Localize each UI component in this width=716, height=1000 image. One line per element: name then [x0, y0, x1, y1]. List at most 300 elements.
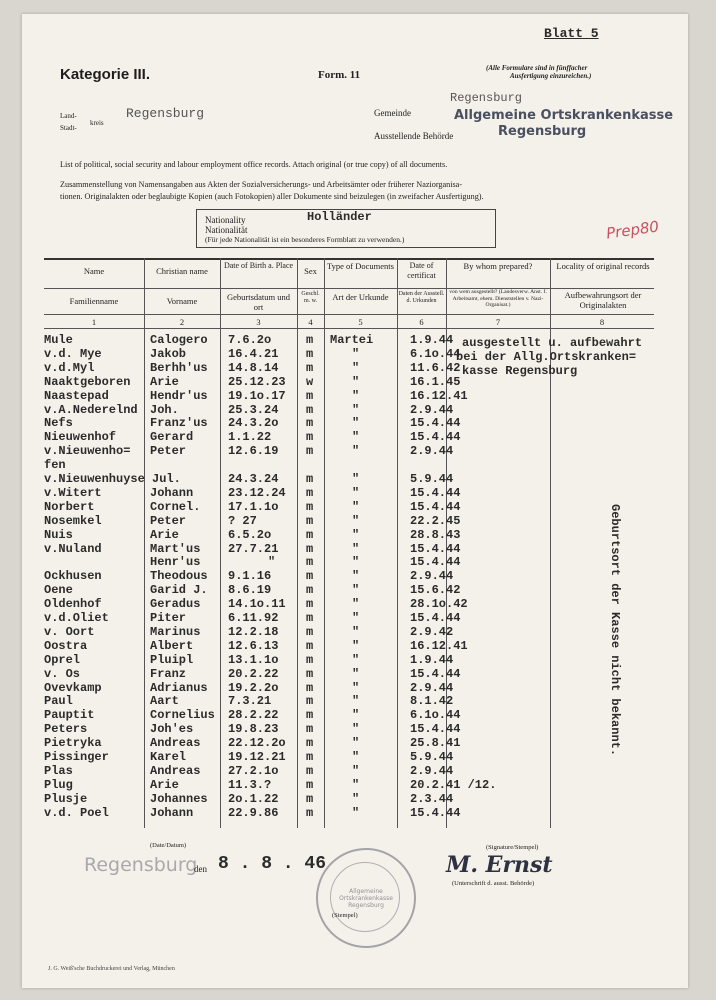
cell-sex: m	[306, 569, 314, 584]
cell-sex: m	[306, 416, 314, 431]
col-header-name-de: Familienname	[69, 296, 119, 306]
cell-birth-date: 12.2.18	[228, 624, 279, 639]
cell-sex: m	[306, 791, 314, 806]
table-row	[22, 417, 688, 431]
cell-certificate-date: 22.2.45	[410, 513, 461, 528]
table-row	[22, 654, 688, 668]
cell-birth-date: 19.1o.17	[228, 388, 286, 403]
cell-sex: m	[306, 736, 314, 751]
cell-christian-name: Calogero	[150, 333, 208, 347]
cell-birth-date: 2o.1.22	[228, 791, 279, 806]
cell-birth-date: "	[268, 555, 276, 570]
cell-birth-date: 7.3.21	[228, 694, 272, 709]
cell-birth-date: 25.3.24	[228, 402, 279, 417]
cell-family-name: v.Nuland	[44, 541, 102, 556]
cell-christian-name: Joh.	[150, 402, 179, 417]
cell-sex: m	[306, 624, 314, 639]
red-pencil-mark: Prep80	[605, 217, 661, 243]
cell-christian-name: Johannes	[150, 791, 208, 806]
cell-sex: m	[306, 360, 314, 375]
cell-certificate-date: 5.9.44	[410, 750, 454, 764]
kreis-label: kreis	[90, 119, 104, 127]
cell-certificate-date: 11.6.42	[410, 360, 461, 375]
cell-document-type: "	[352, 444, 360, 459]
table-row	[22, 390, 688, 404]
nationality-note: (Für jede Nationalität ist ein besonderes Formblatt zu verwenden.)	[205, 235, 405, 244]
nationality-label-de: Nationalität	[205, 225, 248, 235]
records-table	[22, 14, 688, 854]
cell-certificate-date: 2.9.44	[410, 444, 454, 459]
table-row	[22, 779, 688, 793]
cell-birth-date: 23.12.24	[228, 485, 286, 500]
nationality-label: Nationality	[205, 215, 246, 225]
cell-certificate-date: 2.9.44	[410, 763, 454, 778]
cell-family-name: Naastepad	[44, 388, 109, 403]
cell-birth-date: 25.12.23	[228, 374, 286, 389]
cell-christian-name: Berhh'us	[150, 360, 208, 375]
cell-family-name: v. Oort	[44, 624, 95, 639]
col-number: 7	[495, 317, 501, 327]
den-label: den	[194, 864, 207, 874]
table-row	[22, 598, 688, 612]
table-row	[22, 765, 688, 779]
sheet-number: Blatt 5	[544, 26, 599, 41]
cell-birth-date: 19.12.21	[228, 750, 286, 764]
cell-sex: m	[306, 499, 314, 514]
instruction-german-2: tionen. Originalakten oder beglaubigte Kopien (auch Fotokopien) aller Dokumente sind beizulegen (in zweifacher Ausfertigung).	[60, 192, 484, 201]
table-row	[22, 751, 688, 765]
cell-document-type: "	[352, 416, 360, 431]
table-row	[22, 695, 688, 709]
cell-christian-name: Henr'us	[150, 555, 201, 570]
table-row	[22, 404, 688, 418]
cell-christian-name: Geradus	[150, 597, 201, 612]
stamp-label: (Stempel)	[332, 912, 358, 919]
cell-christian-name: Pluipl	[150, 652, 194, 667]
cell-christian-name: Karel	[150, 750, 187, 764]
table-row	[22, 473, 688, 487]
cell-certificate-date: 15.4.44	[410, 430, 461, 445]
cell-family-name: Ovevkamp	[44, 680, 102, 695]
table-row	[22, 376, 688, 390]
cell-sex: m	[306, 541, 314, 556]
cell-birth-date: 7.6.2o	[228, 333, 272, 347]
col-number: 2	[179, 317, 185, 327]
cell-birth-date: 28.2.22	[228, 708, 279, 723]
cell-family-name: v.d. Poel	[44, 805, 109, 820]
cell-christian-name: Andreas	[150, 763, 201, 778]
cell-sex: m	[306, 750, 314, 764]
cell-birth-date: 13.1.1o	[228, 652, 279, 667]
col-header-name: Name	[83, 266, 105, 276]
cell-family-name: Peters	[44, 722, 88, 737]
table-row	[22, 584, 688, 598]
gemeinde-value: Regensburg	[450, 91, 523, 105]
cell-certificate-date: 8.1.42	[410, 694, 454, 709]
cell-document-type: "	[352, 360, 360, 375]
cell-family-name: v.Nieuwenhuyse Jul.	[44, 472, 181, 486]
cell-christian-name: Theodous	[150, 569, 208, 584]
cell-birth-date: ? 27	[228, 513, 257, 528]
cell-sex: m	[306, 680, 314, 695]
cell-christian-name: Cornel.	[150, 499, 201, 514]
cell-document-type: "	[352, 666, 360, 681]
col-number: 1	[91, 317, 97, 327]
cell-document-type: "	[352, 597, 360, 612]
side-note-vertical: Geburtsort der Kasse nicht bekannt.	[608, 504, 622, 757]
form-note-2: Ausfertigung einzureichen.)	[510, 72, 592, 80]
cell-family-name: v.d.Oliet	[44, 611, 109, 625]
cell-christian-name: Piter	[150, 611, 187, 625]
instruction-english: List of political, social security and labour employment office records. Attach original (or true copy) of all documents.	[60, 160, 448, 169]
table-row	[22, 793, 688, 807]
cell-christian-name: Franz	[150, 666, 187, 681]
cell-christian-name: Arie	[150, 527, 179, 542]
cell-christian-name: Garid J.	[150, 583, 208, 598]
cell-family-name: v.Nieuwenho=	[44, 444, 131, 459]
official-round-stamp	[316, 848, 416, 948]
cell-document-type: "	[352, 541, 360, 556]
cell-christian-name: Johann	[150, 485, 194, 500]
cell-birth-date: 1.1.22	[228, 430, 272, 445]
cell-family-name: v. Os	[44, 666, 81, 681]
prepared-by-line-2: bei der Allg.Ortskranken=	[456, 350, 637, 364]
cell-christian-name: Arie	[150, 374, 179, 389]
cell-christian-name: Cornelius	[150, 708, 215, 723]
cell-document-type: "	[352, 527, 360, 542]
cell-document-type: "	[352, 750, 360, 764]
col-header-documents: Type of Documents	[327, 261, 394, 271]
cell-sex: w	[306, 374, 314, 389]
cell-sex: m	[306, 638, 314, 653]
cell-document-type: "	[352, 402, 360, 417]
cell-certificate-date: 15.6.42	[410, 583, 461, 598]
cell-certificate-date: 15.4.44	[410, 499, 461, 514]
cell-family-name: Oene	[44, 583, 73, 598]
cell-birth-date: 24.3.2o	[228, 416, 279, 431]
cell-sex: m	[306, 402, 314, 417]
col-number: 4	[308, 317, 313, 327]
cell-document-type: "	[352, 513, 360, 528]
cell-certificate-date: 15.4.44	[410, 666, 461, 681]
cell-sex: m	[306, 430, 314, 445]
cell-christian-name: Franz'us	[150, 416, 208, 431]
date-label: (Date/Datum)	[150, 842, 187, 849]
table-row	[22, 459, 688, 473]
cell-birth-date: 8.6.19	[228, 583, 272, 598]
cell-sex: m	[306, 722, 314, 737]
table-body	[22, 334, 688, 834]
signature-label: (Signature/Stempel)	[486, 844, 539, 851]
cell-sex: m	[306, 611, 314, 625]
category-title: Kategorie III.	[60, 66, 151, 83]
cell-certificate-date: 16.1.45	[410, 374, 461, 389]
cell-certificate-date: 6.1o.44	[410, 708, 461, 723]
col-number: 8	[599, 317, 605, 327]
cell-christian-name: Andreas	[150, 736, 201, 751]
table-row	[22, 709, 688, 723]
col-header-geschl: Geschl. m. w.	[301, 291, 320, 304]
cell-certificate-date: 15.4.44	[410, 541, 461, 556]
cell-certificate-date: 15.4.44	[410, 722, 461, 737]
cell-family-name: Nosemkel	[44, 513, 102, 528]
col-number: 5	[358, 317, 363, 327]
cell-family-name: Pauptit	[44, 708, 95, 723]
table-row	[22, 612, 688, 626]
cell-sex: m	[306, 597, 314, 612]
behoerde-label: Ausstellende Behörde	[374, 131, 454, 141]
col-header-urkunde: Art der Urkunde	[332, 292, 389, 302]
cell-birth-date: 17.1.1o	[228, 499, 279, 514]
col-header-ausgestellt: von wem ausgestellt? (Landesverw. Anst. f. Arbeitsamt, ehem. Dienststellen v. Nazi-Organisat.)	[449, 289, 547, 308]
cell-sex: m	[306, 763, 314, 778]
cell-christian-name: Hendr'us	[150, 388, 208, 403]
col-header-christian-name: Christian name	[156, 266, 208, 276]
cell-sex: m	[306, 583, 314, 598]
behoerde-stamp-line-2: Regensburg	[498, 124, 587, 139]
table-row	[22, 570, 688, 584]
cell-birth-date: 22.9.86	[228, 805, 279, 820]
table-header-divider-2	[44, 314, 654, 315]
cell-christian-name: Mart'us	[150, 541, 201, 556]
col-header-aufbewahrung: Aufbewahrungsort der Originalakten	[564, 290, 642, 310]
cell-document-type: "	[352, 388, 360, 403]
col-header-birth: Date of Birth a. Place	[223, 261, 294, 270]
cell-certificate-date: 28.1o.42	[410, 597, 468, 612]
cell-sex: m	[306, 485, 314, 500]
table-row	[22, 543, 688, 557]
cell-sex: m	[306, 333, 314, 347]
land-label: Land-	[60, 112, 77, 120]
cell-christian-name: Aart	[150, 694, 179, 709]
table-header-divider	[44, 288, 654, 289]
prepared-by-line-1: ausgestellt u. aufbewahrt	[462, 336, 643, 350]
cell-document-type: "	[352, 611, 360, 625]
cell-certificate-date: 2.3.44	[410, 791, 454, 806]
cell-document-type: "	[352, 777, 360, 792]
cell-birth-date: 12.6.19	[228, 444, 279, 459]
cell-birth-date: 6.5.2o	[228, 527, 272, 542]
cell-sex: m	[306, 694, 314, 709]
cell-sex: m	[306, 527, 314, 542]
cell-birth-date: 22.12.2o	[228, 736, 286, 751]
cell-certificate-date: 2.9.42	[410, 624, 454, 639]
cell-christian-name: Marinus	[150, 624, 201, 639]
cell-certificate-date: 15.4.44	[410, 555, 461, 570]
col-number: 6	[419, 317, 424, 327]
table-row	[22, 807, 688, 821]
cell-family-name: v.Witert	[44, 485, 102, 500]
cell-document-type: "	[352, 652, 360, 667]
cell-document-type: "	[352, 722, 360, 737]
table-row	[22, 640, 688, 654]
table-row	[22, 501, 688, 515]
cell-family-name: Plug	[44, 777, 73, 792]
cell-document-type: "	[352, 569, 360, 584]
cell-document-type: "	[352, 680, 360, 695]
cell-family-name: Norbert	[44, 499, 95, 514]
stamp-text: Allgemeine Ortskrankenkasse Regensburg	[339, 888, 393, 909]
cell-document-type: "	[352, 499, 360, 514]
cell-certificate-date: 16.12.41	[410, 388, 468, 403]
cell-certificate-date: 16.12.41	[410, 638, 468, 653]
cell-certificate-date: 6.1o.44	[410, 346, 461, 361]
cell-certificate-date: 5.9.44	[410, 472, 454, 486]
cell-document-type: Martei	[330, 333, 374, 347]
cell-family-name: Oldenhof	[44, 597, 102, 612]
cell-family-name: Plusje	[44, 791, 88, 806]
signature: M. Ernst	[446, 852, 553, 878]
table-row	[22, 737, 688, 751]
cell-christian-name: Johann	[150, 805, 194, 820]
cell-document-type: "	[352, 430, 360, 445]
table-row	[22, 431, 688, 445]
prepared-by-line-3: kasse Regensburg	[462, 364, 578, 378]
cell-family-name: Pietryka	[44, 736, 102, 751]
col-header-certificate-date: Date of certificat	[407, 261, 436, 280]
cell-family-name: Ockhusen	[44, 569, 102, 584]
cell-document-type: "	[352, 638, 360, 653]
cell-certificate-date: 15.4.44	[410, 805, 461, 820]
signature-sub-label: (Unterschrift d. ausst. Behörde)	[452, 880, 535, 887]
kreis-value: Regensburg	[126, 106, 205, 121]
cell-birth-date: 11.3.?	[228, 777, 272, 792]
cell-certificate-date: 15.4.44	[410, 416, 461, 431]
cell-family-name: Nuis	[44, 527, 73, 542]
cell-sex: m	[306, 805, 314, 820]
cell-document-type: "	[352, 763, 360, 778]
cell-certificate-date: 25.8.41	[410, 736, 461, 751]
cell-family-name: Oostra	[44, 638, 88, 653]
cell-sex: m	[306, 472, 314, 486]
instruction-german-1: Zusammenstellung von Namensangaben aus Akten der Sozialversicherungs- und Arbeitsämter oder früherer Naziorganisa-	[60, 180, 463, 189]
cell-document-type: "	[352, 555, 360, 570]
cell-sex: m	[306, 777, 314, 792]
cell-sex: m	[306, 666, 314, 681]
table-row	[22, 668, 688, 682]
cell-christian-name: Albert	[150, 638, 194, 653]
cell-document-type: "	[352, 694, 360, 709]
cell-birth-date: 14.8.14	[228, 360, 279, 375]
cell-family-name: Plas	[44, 763, 73, 778]
col-header-birth-de: Geburtsdatum und ort	[226, 292, 291, 312]
cell-document-type: "	[352, 346, 360, 361]
place-stamp: Regensburg	[84, 854, 198, 876]
cell-family-name: v.A.Nederelnd	[44, 402, 138, 417]
cell-christian-name: Peter	[150, 444, 187, 459]
col-header-locality: Locality of original records	[556, 261, 650, 271]
table-row	[22, 682, 688, 696]
cell-family-name: Pissinger	[44, 750, 109, 764]
cell-document-type: "	[352, 485, 360, 500]
cell-christian-name: Peter	[150, 513, 187, 528]
cell-family-name: v.d. Mye	[44, 346, 102, 361]
cell-birth-date: 19.8.23	[228, 722, 279, 737]
cell-sex: m	[306, 555, 314, 570]
cell-document-type: "	[352, 583, 360, 598]
table-row	[22, 487, 688, 501]
stadt-label: Stadt-	[60, 124, 77, 132]
cell-family-name: Naaktgeboren	[44, 374, 131, 389]
cell-document-type: "	[352, 791, 360, 806]
cell-certificate-date: 2.9.44	[410, 680, 454, 695]
cell-family-name: Paul	[44, 694, 73, 709]
cell-sex: m	[306, 444, 314, 459]
cell-birth-date: 27.2.1o	[228, 763, 279, 778]
cell-certificate-date: 1.9.44	[410, 333, 454, 347]
document-date: 8 . 8 . 46	[218, 854, 327, 874]
cell-birth-date: 9.1.16	[228, 569, 272, 584]
col-header-sex: Sex	[304, 266, 317, 276]
form-number: Form. 11	[318, 69, 361, 81]
col-number: 3	[256, 317, 261, 327]
cell-family-name: Nefs	[44, 416, 73, 431]
cell-certificate-date: 28.8.43	[410, 527, 461, 542]
table-row	[22, 529, 688, 543]
cell-family-name: Oprel	[44, 652, 81, 667]
table-row	[22, 556, 688, 570]
cell-christian-name: Arie	[150, 777, 179, 792]
cell-christian-name: Gerard	[150, 430, 194, 445]
table-row	[22, 445, 688, 459]
table-row	[22, 723, 688, 737]
cell-certificate-date: 20.2.41 /12.	[410, 777, 497, 792]
cell-family-name: Mule	[44, 333, 73, 347]
document-page	[22, 14, 688, 988]
cell-christian-name: Adrianus	[150, 680, 208, 695]
cell-document-type: "	[352, 736, 360, 751]
cell-document-type: "	[352, 374, 360, 389]
form-note-1: (Alle Formulare sind in fünffacher	[486, 64, 588, 72]
cell-certificate-date: 15.4.44	[410, 611, 461, 625]
cell-birth-date: 16.4.21	[228, 346, 279, 361]
cell-christian-name: Jakob	[150, 346, 187, 361]
col-header-vorname: Vorname	[166, 296, 198, 306]
gemeinde-label: Gemeinde	[374, 108, 411, 118]
cell-certificate-date: 2.9.44	[410, 402, 454, 417]
cell-birth-date: 12.6.13	[228, 638, 279, 653]
table-row	[22, 626, 688, 640]
cell-birth-date: 14.1o.11	[228, 597, 286, 612]
table-top-border	[44, 258, 654, 260]
cell-document-type: "	[352, 472, 360, 486]
behoerde-stamp-line-1: Allgemeine Ortskrankenkasse	[454, 108, 674, 123]
table-header-bottom	[44, 328, 654, 329]
cell-family-name: Nieuwenhof	[44, 430, 117, 445]
table-row	[22, 515, 688, 529]
cell-birth-date: 24.3.24	[228, 472, 279, 486]
cell-sex: m	[306, 388, 314, 403]
cell-certificate-date: 15.4.44	[410, 485, 461, 500]
printer-imprint: J. G. Weiß'sche Buchdruckerei und Verlag, München	[48, 966, 175, 972]
cell-document-type: "	[352, 624, 360, 639]
cell-document-type: "	[352, 805, 360, 820]
cell-document-type: "	[352, 708, 360, 723]
cell-certificate-date: 2.9.44	[410, 569, 454, 584]
cell-family-name: fen	[44, 458, 66, 473]
cell-family-name: v.d.Myl	[44, 360, 95, 375]
cell-sex: m	[306, 708, 314, 723]
cell-birth-date: 20.2.22	[228, 666, 279, 681]
cell-christian-name: Joh'es	[150, 722, 194, 737]
cell-sex: m	[306, 652, 314, 667]
cell-birth-date: 19.2.2o	[228, 680, 279, 695]
nationality-value: Holländer	[307, 210, 372, 224]
cell-certificate-date: 1.9.44	[410, 652, 454, 667]
col-header-ausstellung: Daten der Ausstell. d. Urkunden	[398, 291, 445, 304]
cell-birth-date: 6.11.92	[228, 611, 279, 625]
cell-sex: m	[306, 346, 314, 361]
